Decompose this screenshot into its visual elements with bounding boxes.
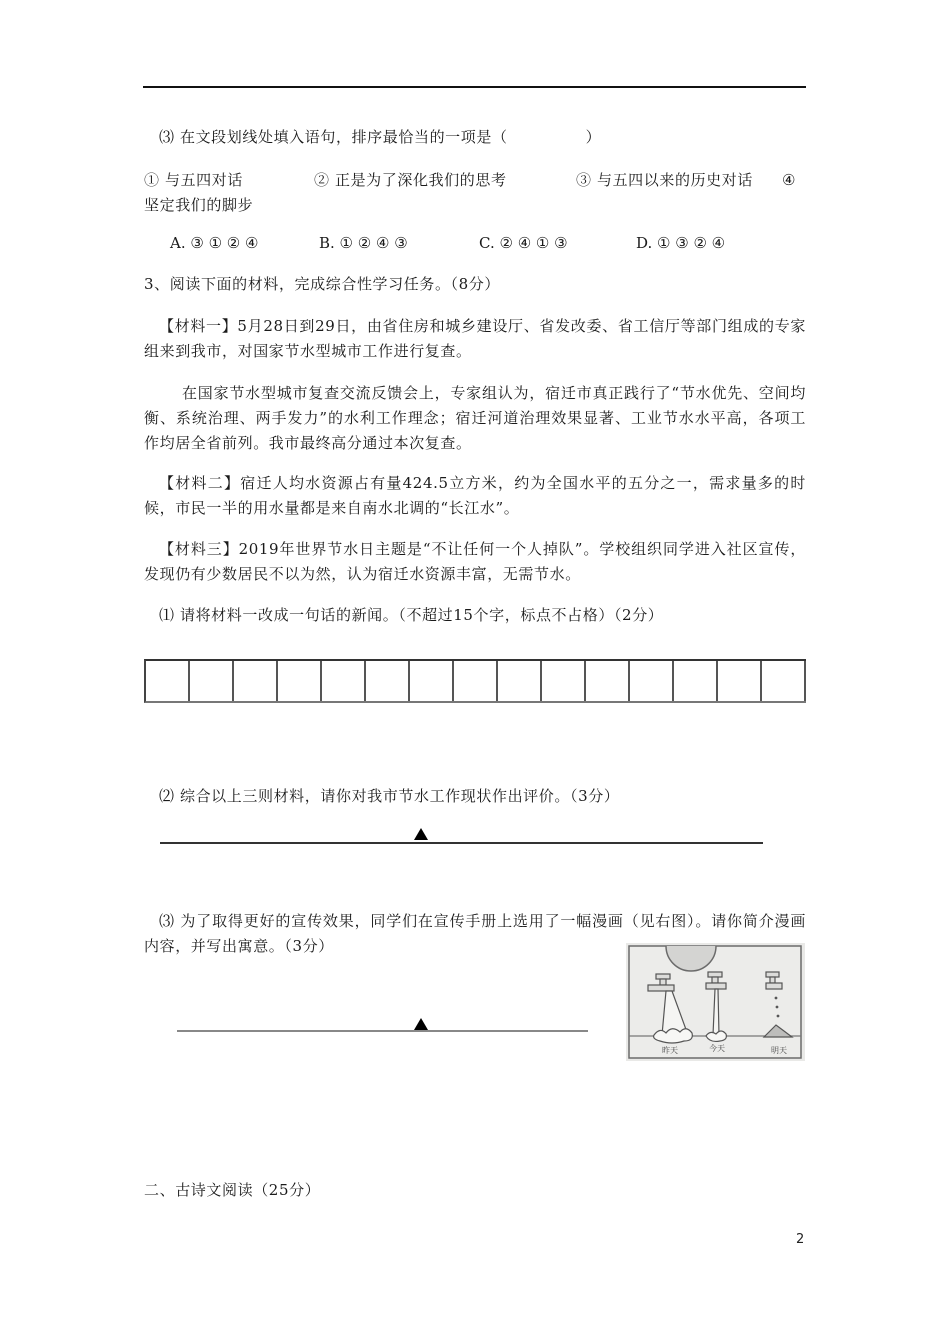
answer-grid-cell[interactable]: [630, 661, 674, 701]
answer-line[interactable]: [160, 842, 763, 844]
option-list: [144, 168, 808, 218]
answer-grid-cell[interactable]: [322, 661, 366, 701]
answer-grid-cell[interactable]: [762, 661, 806, 701]
answer-grid-cell[interactable]: [366, 661, 410, 701]
material-1-paragraph-2: 在国家节水型城市复查交流反馈会上，专家组认为，宿迁市真正践行了“节水优先、空间均衡、系统治理、两手发力”的水利工作理念；宿迁河道治理效果显著、工业节水水平高，各项工作均居全省前列。我市最终高分通过本次复查。: [144, 384, 806, 452]
material-3-paragraph: 【材料三】2019年世界节水日主题是“不让任何一个人掉队”。学校组织同学进入社区宣传，发现仍有少数居民不以为然，认为宿迁水资源丰富，无需节水。: [144, 540, 806, 583]
answer-grid-cell[interactable]: [190, 661, 234, 701]
answer-grid-cell[interactable]: [454, 661, 498, 701]
answer-grid-cell[interactable]: [234, 661, 278, 701]
answer-choice-a[interactable]: A. ③ ① ② ④: [170, 234, 259, 252]
section-heading: 3、阅读下面的材料，完成综合性学习任务。（8分）: [144, 275, 500, 293]
header-rule: [143, 86, 806, 88]
option-item-4-text: 坚定我们的脚步: [144, 196, 254, 214]
answer-grid: [144, 659, 806, 703]
answer-grid-cell[interactable]: [542, 661, 586, 701]
cartoon-label-today: 今天: [709, 1044, 725, 1053]
answer-choice-d[interactable]: D. ① ③ ② ④: [636, 234, 726, 252]
answer-grid-cell[interactable]: [586, 661, 630, 701]
answer-choice-b[interactable]: B. ① ② ④ ③: [319, 234, 408, 252]
option-item-4: ④: [782, 171, 797, 189]
answer-grid-cell[interactable]: [146, 661, 190, 701]
material-1-paragraph-1: 【材料一】5月28日到29日，由省住房和城乡建设厅、省发改委、省工信厅等部门组成的专家组来到我市，对国家节水型城市工作进行复查。: [144, 317, 806, 360]
option-item: ① 与五四对话: [144, 171, 243, 189]
sub-question-2-prompt: ⑵ 综合以上三则材料，请你对我市节水工作现状作出评价。（3分）: [159, 787, 620, 805]
cartoon-image: [626, 943, 805, 1061]
answer-grid-cell[interactable]: [410, 661, 454, 701]
answer-grid-cell[interactable]: [278, 661, 322, 701]
question-prompt: ⑶ 在文段划线处填入语句，排序最恰当的一项是（ ）: [159, 128, 602, 146]
cartoon-label-yesterday: 昨天: [662, 1046, 678, 1055]
option-item: ② 正是为了深化我们的思考: [314, 171, 507, 189]
answer-choice-c[interactable]: C. ② ④ ① ③: [479, 234, 568, 252]
cartoon-drawing: [626, 943, 805, 1061]
answer-grid-cell[interactable]: [498, 661, 542, 701]
option-item: ③ 与五四以来的历史对话: [576, 171, 753, 189]
sub-question-3-prompt: ⑶ 为了取得更好的宣传效果，同学们在宣传手册上选用了一幅漫画（见右图）。请你简介漫画内容，并写出寓意。（3分）: [144, 912, 806, 955]
section-heading-classical-reading: 二、古诗文阅读（25分）: [144, 1181, 321, 1199]
answer-marker-triangle: [414, 1018, 428, 1030]
page-number: 2: [796, 1232, 805, 1247]
answer-grid-cell[interactable]: [674, 661, 718, 701]
sub-question-1-prompt: ⑴ 请将材料一改成一句话的新闻。（不超过15个字，标点不占格）（2分）: [159, 606, 664, 624]
cartoon-label-tomorrow: 明天: [771, 1046, 787, 1055]
material-2-paragraph: 【材料二】宿迁人均水资源占有量424.5立方米，约为全国水平的五分之一，需求量多的时候，市民一半的用水量都是来自南水北调的“长江水”。: [144, 474, 806, 517]
answer-line[interactable]: [177, 1030, 588, 1032]
answer-grid-cell[interactable]: [718, 661, 762, 701]
answer-marker-triangle: [414, 828, 428, 840]
